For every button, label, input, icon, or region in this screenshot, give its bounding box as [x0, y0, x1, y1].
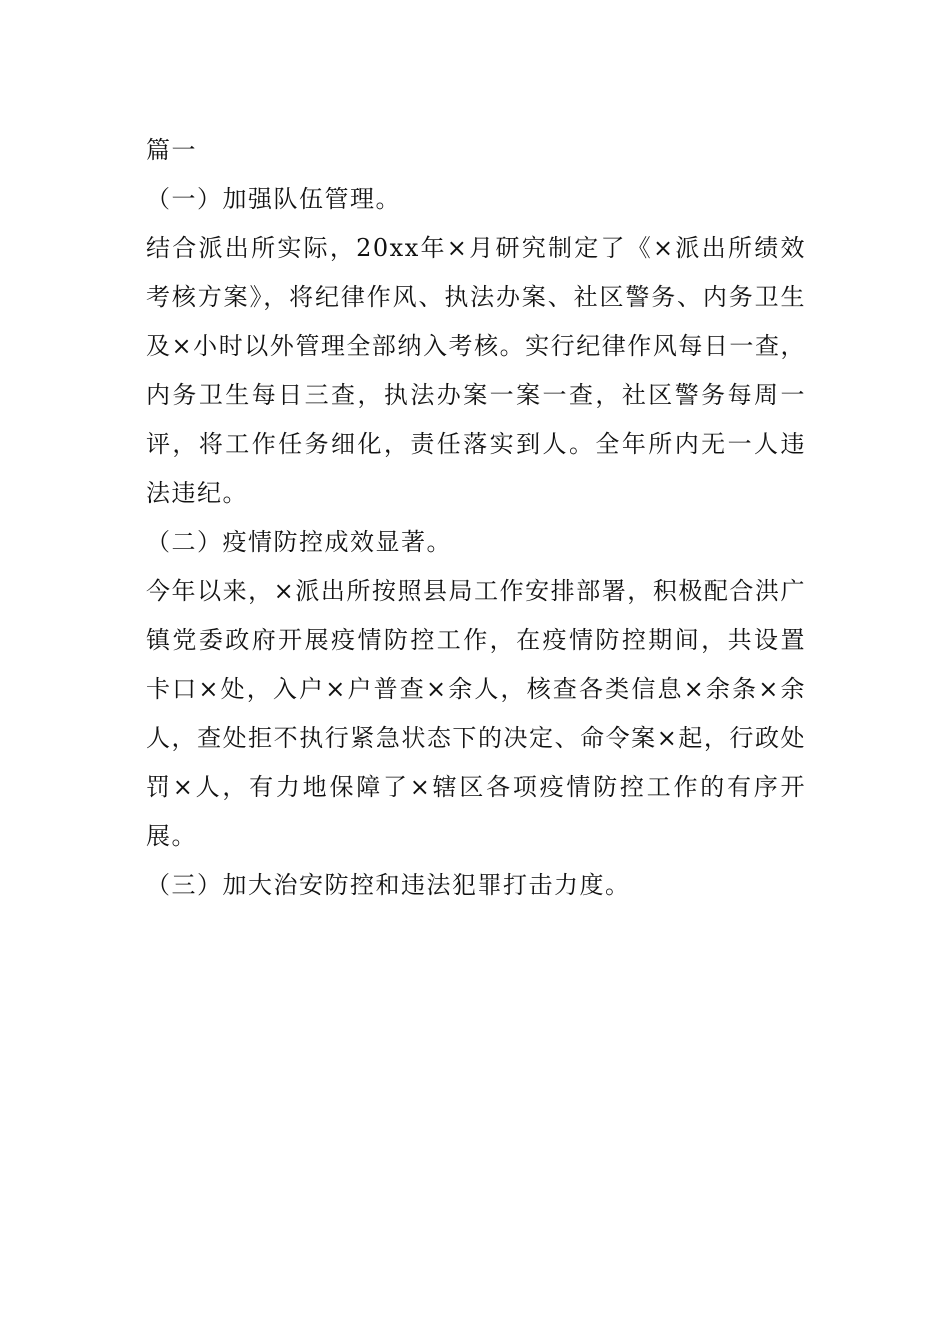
document-heading: 篇一	[146, 136, 197, 164]
section-2-title: （二）疫情防控成效显著。	[146, 528, 452, 556]
section-2-paragraph: 今年以来，×派出所按照县局工作安排部署，积极配合洪广镇党委政府开展疫情防控工作，在疫情防控期间，共设置卡口×处，入户×户普查×余人，核查各类信息×余条×余人，查处拒不执行紧急状态下的决定、命令案×起，行政处罚×人，有力地保障了×辖区各项疫情防控工作的有序开展。	[146, 577, 806, 850]
section-3-title: （三）加大治安防控和违法犯罪打击力度。	[146, 871, 631, 899]
section-1-title: （一）加强队伍管理。	[146, 185, 401, 213]
section-1-paragraph: 结合派出所实际，20xx年×月研究制定了《×派出所绩效考核方案》，将纪律作风、执法办案、社区警务、内务卫生及×小时以外管理全部纳入考核。实行纪律作风每日一查，内务卫生每日三查，执法办案一案一查，社区警务每周一评，将工作任务细化，责任落实到人。全年所内无一人违法违纪。	[146, 234, 806, 507]
document-body	[146, 126, 806, 910]
